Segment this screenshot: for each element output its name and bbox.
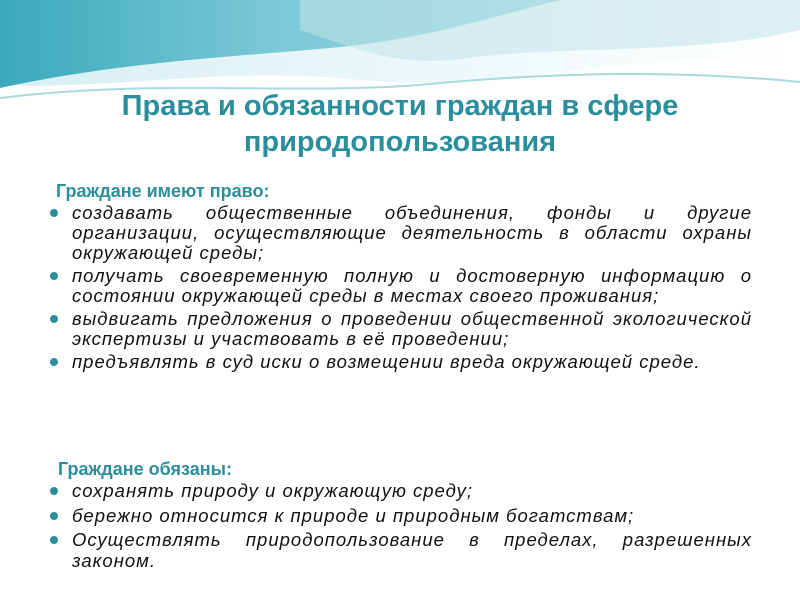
bullet-icon: [50, 512, 58, 520]
bullet-icon: [50, 272, 58, 280]
list-item-text: Осуществлять природопользование в пределах, разрешенных законом.: [72, 529, 752, 571]
list-item: [48, 203, 752, 263]
list-item-text: создавать общественные объединения, фонды и другие организации, осуществляющие деятельность в области охраны окружающей среды;: [72, 202, 752, 263]
rights-list: [48, 203, 752, 375]
title-line-2: природопользования: [243, 126, 557, 158]
list-item-text: выдвигать предложения о проведении общественной экологической экспертизы и участвовать в её проведении;: [72, 308, 752, 349]
bullet-icon: [50, 536, 58, 544]
title-line-1: Права и обязанности граждан в сфере: [121, 90, 679, 122]
list-item-text: получать своевременную полную и достоверную информацию о состоянии окружающей среды в местах своего проживания;: [72, 265, 752, 306]
list-item: [48, 352, 752, 372]
list-item-text: бережно относится к природе и природным богатствам;: [72, 504, 635, 526]
list-item: [48, 506, 752, 527]
rights-heading: Граждане имеют право:: [56, 181, 270, 201]
bullet-icon: [50, 358, 58, 366]
list-item: [48, 309, 752, 349]
list-item: [48, 481, 752, 502]
slide-title: [40, 88, 760, 160]
duties-heading: Граждане обязаны:: [58, 459, 232, 479]
list-item-text: сохранять природу и окружающую среду;: [72, 480, 474, 501]
list-item: [48, 530, 752, 571]
bullet-icon: [50, 209, 58, 217]
list-item-text: предъявлять в суд иски о возмещении вреда окружающей среде.: [72, 351, 701, 372]
list-item: [48, 266, 752, 306]
bullet-icon: [50, 315, 58, 323]
duties-list: [48, 481, 752, 575]
bullet-icon: [50, 487, 58, 495]
